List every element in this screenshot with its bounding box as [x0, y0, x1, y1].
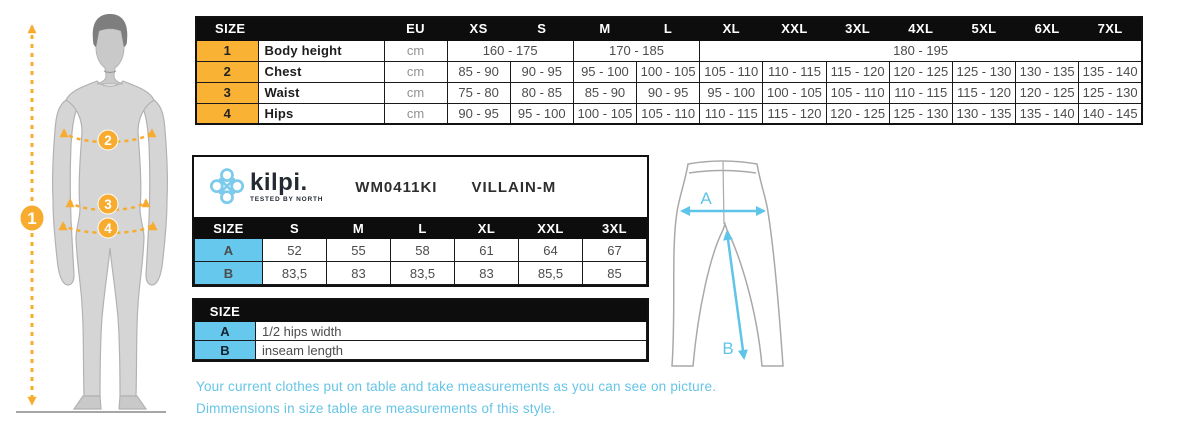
label-A: A	[700, 189, 712, 208]
row-label: B	[195, 262, 263, 285]
table-row-waist	[196, 82, 1142, 103]
unit-cell: cm	[384, 61, 447, 82]
legend-row-B	[195, 341, 647, 360]
value-cell: 105 - 110	[826, 82, 889, 103]
product-size-table	[194, 217, 647, 285]
size-header-row	[196, 17, 1142, 40]
table-row-chest	[196, 61, 1142, 82]
value-cell: 95 - 100	[573, 61, 636, 82]
value-cell: 110 - 115	[700, 103, 763, 124]
value-cell: 125 - 130	[1079, 82, 1142, 103]
value-cell: 58	[391, 239, 455, 262]
value-cell: 135 - 140	[1016, 103, 1079, 124]
column-header-size: 6XL	[1016, 17, 1079, 40]
brand-header	[194, 157, 647, 217]
column-header-size: XXL	[519, 218, 583, 239]
column-header-size: 3XL	[583, 218, 647, 239]
value-cell: 120 - 125	[889, 61, 952, 82]
table-row-hips	[196, 103, 1142, 124]
legend-table	[194, 300, 647, 360]
column-header-size: 3XL	[826, 17, 889, 40]
value-cell: 90 - 95	[637, 82, 700, 103]
column-header-size: S	[263, 218, 327, 239]
column-header-size: M	[573, 17, 636, 40]
value-cell: 55	[327, 239, 391, 262]
value-cell: 110 - 115	[763, 61, 826, 82]
table-row-B	[195, 262, 647, 285]
column-header-size: 5XL	[952, 17, 1015, 40]
product-size-box	[192, 155, 649, 287]
value-cell: 75 - 80	[447, 82, 510, 103]
unit-cell: cm	[384, 82, 447, 103]
column-header-size: XL	[455, 218, 519, 239]
measurement-name: Waist	[258, 82, 384, 103]
brand-tagline: TESTED BY NORTH	[250, 196, 324, 203]
value-cell: 100 - 105	[637, 61, 700, 82]
measurement-notes	[196, 376, 716, 420]
value-cell: 115 - 120	[952, 82, 1015, 103]
value-cell: 100 - 105	[573, 103, 636, 124]
column-header-size: L	[391, 218, 455, 239]
column-header-size: S	[510, 17, 573, 40]
value-cell: 105 - 110	[637, 103, 700, 124]
value-cell: 61	[455, 239, 519, 262]
value-cell: 64	[519, 239, 583, 262]
value-cell: 140 - 145	[1079, 103, 1142, 124]
row-label: B	[195, 341, 256, 360]
measurement-name: Chest	[258, 61, 384, 82]
body-size-table	[195, 16, 1143, 125]
row-label: A	[195, 322, 256, 341]
marker-badge: 3	[104, 197, 112, 212]
value-cell: 125 - 130	[889, 103, 952, 124]
value-cell: 105 - 110	[700, 61, 763, 82]
product-name: VILLAIN-M	[471, 178, 557, 196]
marker-badge: 4	[104, 221, 112, 236]
value-cell: 85	[583, 262, 647, 285]
value-cell: 80 - 85	[510, 82, 573, 103]
legend-header-row	[195, 301, 647, 322]
body-measurement-figure	[0, 0, 190, 430]
label-B: B	[722, 339, 734, 358]
note-line: Your current clothes put on table and take measurements as you can see on picture.	[196, 379, 717, 394]
size-header-label: SIZE	[195, 301, 256, 322]
column-header-eu: EU	[384, 17, 447, 40]
size-header-label: SIZE	[195, 218, 263, 239]
product-code: WM0411KI	[355, 178, 438, 196]
size-header-label: SIZE	[196, 17, 384, 40]
row-label: A	[195, 239, 263, 262]
value-cell: 83	[455, 262, 519, 285]
value-cell: 85,5	[519, 262, 583, 285]
value-cell: 67	[583, 239, 647, 262]
row-number: 4	[196, 103, 258, 124]
value-cell: 130 - 135	[1016, 61, 1079, 82]
pants-outline	[672, 161, 783, 366]
value-cell: 110 - 115	[889, 82, 952, 103]
value-cell: 85 - 90	[573, 82, 636, 103]
column-header-size: 4XL	[889, 17, 952, 40]
unit-cell: cm	[384, 40, 447, 61]
pants-measurement-diagram	[652, 150, 824, 380]
brand-block	[250, 171, 323, 203]
value-cell: 130 - 135	[952, 103, 1015, 124]
product-size-header-row	[195, 218, 647, 239]
kilpi-knot-icon	[210, 166, 244, 208]
row-number: 3	[196, 82, 258, 103]
column-header-size: L	[637, 17, 700, 40]
column-header-size: 7XL	[1079, 17, 1142, 40]
value-cell: 100 - 105	[763, 82, 826, 103]
table-row-body-height	[196, 40, 1142, 61]
marker-badge: 2	[104, 133, 112, 148]
value-cell: 135 - 140	[1079, 61, 1142, 82]
value-cell: 125 - 130	[952, 61, 1015, 82]
measurement-name: Body height	[258, 40, 384, 61]
legend-description: 1/2 hips width	[256, 322, 647, 341]
value-cell: 115 - 120	[826, 61, 889, 82]
value-cell: 170 - 185	[573, 40, 699, 61]
value-cell: 83,5	[263, 262, 327, 285]
note-line: Dimmensions in size table are measurements of this style.	[196, 401, 556, 416]
legend-header-spacer	[256, 301, 647, 322]
value-cell: 95 - 100	[700, 82, 763, 103]
value-cell: 52	[263, 239, 327, 262]
value-cell: 85 - 90	[447, 61, 510, 82]
column-header-size: XL	[700, 17, 763, 40]
column-header-size: XXL	[763, 17, 826, 40]
table-row-A	[195, 239, 647, 262]
value-cell: 83,5	[391, 262, 455, 285]
value-cell: 160 - 175	[447, 40, 573, 61]
column-header-size: M	[327, 218, 391, 239]
legend-description: inseam length	[256, 341, 647, 360]
value-cell: 90 - 95	[510, 61, 573, 82]
unit-cell: cm	[384, 103, 447, 124]
value-cell: 115 - 120	[763, 103, 826, 124]
value-cell: 90 - 95	[447, 103, 510, 124]
column-header-size: XS	[447, 17, 510, 40]
legend-row-A	[195, 322, 647, 341]
value-cell: 180 - 195	[700, 40, 1142, 61]
marker-badge: 1	[27, 209, 37, 228]
measurement-legend	[192, 298, 649, 362]
value-cell: 120 - 125	[826, 103, 889, 124]
row-number: 2	[196, 61, 258, 82]
value-cell: 95 - 100	[510, 103, 573, 124]
value-cell: 83	[327, 262, 391, 285]
value-cell: 120 - 125	[1016, 82, 1079, 103]
row-number: 1	[196, 40, 258, 61]
brand-name: kilpi.	[250, 169, 308, 196]
measurement-name: Hips	[258, 103, 384, 124]
